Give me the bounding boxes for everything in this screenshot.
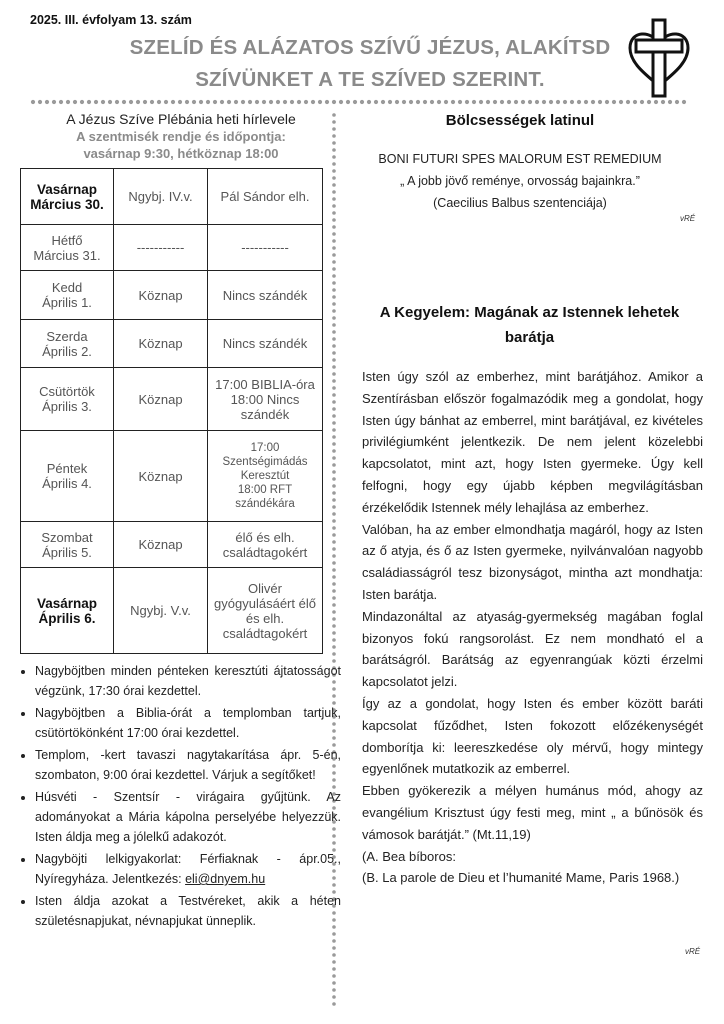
table-row (21, 368, 323, 431)
cell-line: Hétfő (51, 232, 83, 248)
cell-line: Szombat (41, 529, 93, 545)
headline-line-1: SZELÍD ÉS ALÁZATOS SZÍVŰ JÉZUS, ALAKÍTSD (129, 36, 611, 59)
cell-line: Április 6. (38, 610, 96, 626)
mass-title-line-2: vasárnap 9:30, hétköznap 18:00 (83, 146, 279, 161)
latin-quote: BONI FUTURI SPES MALORUM EST REMEDIUM (378, 152, 662, 166)
cell-line: Április 5. (42, 544, 92, 560)
table-row (21, 271, 323, 320)
cell-line: 17:00 (250, 442, 280, 454)
day-cell (21, 568, 114, 654)
list-item: • Húsvéti - Szentsír - virágaira gyűjtünk. Az adományokat a Mária kápolna perselyébe helyezzük. Isten áldja meg a jólelkű adakozót. (35, 787, 341, 847)
intention-cell (208, 169, 323, 225)
cell-line: Nincs szándék (222, 287, 308, 303)
intention-cell (208, 271, 323, 320)
article-citation: (B. La parole de Dieu et l’humanité Mame, Paris 1968.) (362, 870, 680, 886)
cell-line: Péntek (46, 461, 88, 476)
table-row (21, 225, 323, 271)
cell-line: Csütörtök (39, 384, 95, 399)
cell-line: Március 30. (30, 196, 104, 212)
intention-cell (208, 568, 323, 654)
cell-line: 18:00 RFT (237, 484, 293, 496)
mass-schedule-table (20, 168, 323, 654)
day-cell (21, 320, 114, 368)
author-signature: vRÉ (680, 214, 696, 223)
day-cell (21, 271, 114, 320)
cell-line: Kedd (51, 280, 83, 295)
cell-line: Nincs szándék (222, 336, 308, 351)
article-paragraph: Isten úgy szól az emberhez, mint barátjához. Amikor a Szentírásban először fogalmazódik meg a gondolat, hogy Isten úgy bánhat az emberrel, mint barátjával, ez kivételes privilégiumként jelentkezik. De nem jelent közelebbi kapcsolatot, mint azt, hogy Isten gyermeke. Úgy kell felfogni, hogy egy újabb képben megvilágításban érzékelődik Istennek mély lehajlása az emberhez. (362, 369, 703, 515)
article-paragraph: Valóban, ha az ember elmondhatja magáról, hogy az Isten az ő atyja, és ő az Isten gyermeke, nyilvánvalóan nagyobb családiasságról tesz bizonyságot, mintha azt mondhatja: Isten barátja. (362, 521, 703, 602)
sacred-heart-cross-icon (626, 18, 692, 98)
article-paragraph: Mindazonáltal az atyaság-gyermekség magában foglal bizonyos fokú rangsorolást. Ez nem mondható el a barátságról. Barátság az egyenrangúak közti érzelmi kapcsolatot jelzi. (362, 608, 703, 690)
cell-line: ----------- (241, 240, 289, 255)
cell-line: szándékára (235, 498, 295, 510)
cell-line: Március 31. (33, 247, 101, 263)
table-row (21, 431, 323, 522)
list-item: • Nagyböjtben a Biblia-órát a templomban tartjuk, csütörtökönként 17:00 órai kezdettel. (35, 703, 341, 743)
latin-wisdom-title: Bölcsességek latinul (445, 112, 595, 129)
cell-line: 17:00 BIBLIA-óra (215, 376, 315, 392)
day-cell (21, 522, 114, 568)
notices-list (17, 661, 341, 933)
liturgy-cell: Ngybj. V.v. (114, 568, 208, 654)
grace-title-line-2: barátja (504, 329, 555, 346)
day-cell (21, 225, 114, 271)
day-cell (21, 169, 114, 225)
mass-title-line-1: A szentmisék rendje és időpontja: (76, 129, 286, 144)
liturgy-cell: ----------- (114, 225, 208, 271)
author-signature: vRÉ (685, 947, 701, 956)
cell-line: családtagokért (222, 544, 308, 560)
article-paragraph: Ebben gyökerezik a mélyen humánus mód, ahogy az evangélium Krisztust úgy festi meg, mint „ a bűnösök és vámosok barátját.” (Mt.11,19) (362, 783, 703, 842)
mass-schedule-title (20, 128, 342, 162)
cell-line: Április 1. (42, 295, 92, 310)
intention-cell (208, 431, 323, 522)
cell-line: és elh. (245, 610, 285, 626)
cell-line: Április 2. (42, 343, 92, 359)
cell-line: Pál Sándor elh. (220, 189, 310, 204)
intention-cell (208, 225, 323, 271)
list-item: • Templom, -kert tavaszi nagytakarítása ápr. 5-én, szombaton, 9:00 órai kezdettel. Várjuk a segítőket! (35, 745, 341, 785)
article-paragraph: Így az a gondolat, hogy Isten és ember között baráti kapcsolat fűződhet, Isten fokozott előzékenységét domborítja ki: leereszkedése oly mérvű, hogy mintegy egyenlőnek mutatkozik az emberrel. (362, 695, 703, 777)
issue-number: 2025. III. évfolyam 13. szám (30, 13, 192, 27)
headline-line-2: SZÍVÜNKET A TE SZÍVED SZERINT. (195, 68, 545, 91)
cell-line: 18:00 Nincs (230, 391, 300, 407)
list-item: • Nagyböjti lelkigyakorlat: Férfiaknak - ápr.05., Nyíregyháza. Jelentkezés: eli@dnyem.hu (35, 849, 341, 889)
cell-line: Keresztút (240, 470, 290, 482)
table-row (21, 169, 323, 225)
cell-line: családtagokért (222, 625, 308, 641)
liturgy-cell: Köznap (114, 320, 208, 368)
headline (100, 32, 640, 96)
grace-article-body (362, 366, 703, 889)
liturgy-cell: Ngybj. IV.v. (114, 169, 208, 225)
cell-line: élő és elh. (235, 529, 295, 545)
list-item: • Nagyböjtben minden pénteken keresztúti ájtatosságot végzünk, 17:30 órai kezdettel. (35, 661, 341, 701)
latin-wisdom-text (345, 148, 695, 214)
table-row (21, 568, 323, 654)
day-cell (21, 368, 114, 431)
cell-line: Április 3. (42, 399, 92, 414)
list-item: • Isten áldja azokat a Testvéreket, akik a héten születésnapjukat, névnapjukat ünneplik. (35, 891, 341, 931)
article-citation: (A. Bea bíboros: (362, 848, 456, 864)
day-cell (21, 431, 114, 522)
cell-line: Vasárnap (36, 181, 98, 197)
latin-translation: „ A jobb jövő reménye, orvosság bajainkra.” (400, 174, 640, 188)
liturgy-cell: Köznap (114, 368, 208, 431)
grace-article-title (362, 300, 697, 350)
email-link[interactable]: eli@dnyem.hu (185, 872, 266, 886)
table-row (21, 522, 323, 568)
cell-line: Vasárnap (36, 595, 98, 611)
intention-cell (208, 522, 323, 568)
cell-line: Április 4. (42, 476, 92, 491)
header-divider (30, 99, 692, 105)
intention-cell (208, 368, 323, 431)
cell-line: Szentségimádás (222, 456, 308, 468)
liturgy-cell: Köznap (114, 522, 208, 568)
cell-line: Olivér (248, 580, 282, 596)
parish-title: A Jézus Szíve Plébánia heti hírlevele (66, 111, 296, 127)
liturgy-cell: Köznap (114, 431, 208, 522)
cell-line: gyógyulásáért élő (214, 595, 316, 611)
grace-title-line-1: A Kegyelem: Magának az Istennek lehetek (379, 304, 680, 321)
table-row (21, 320, 323, 368)
liturgy-cell: Köznap (114, 271, 208, 320)
intention-cell (208, 320, 323, 368)
cell-line: Szerda (46, 328, 88, 344)
cell-line: szándék (240, 406, 290, 422)
latin-source: (Caecilius Balbus szentenciája) (433, 196, 607, 210)
